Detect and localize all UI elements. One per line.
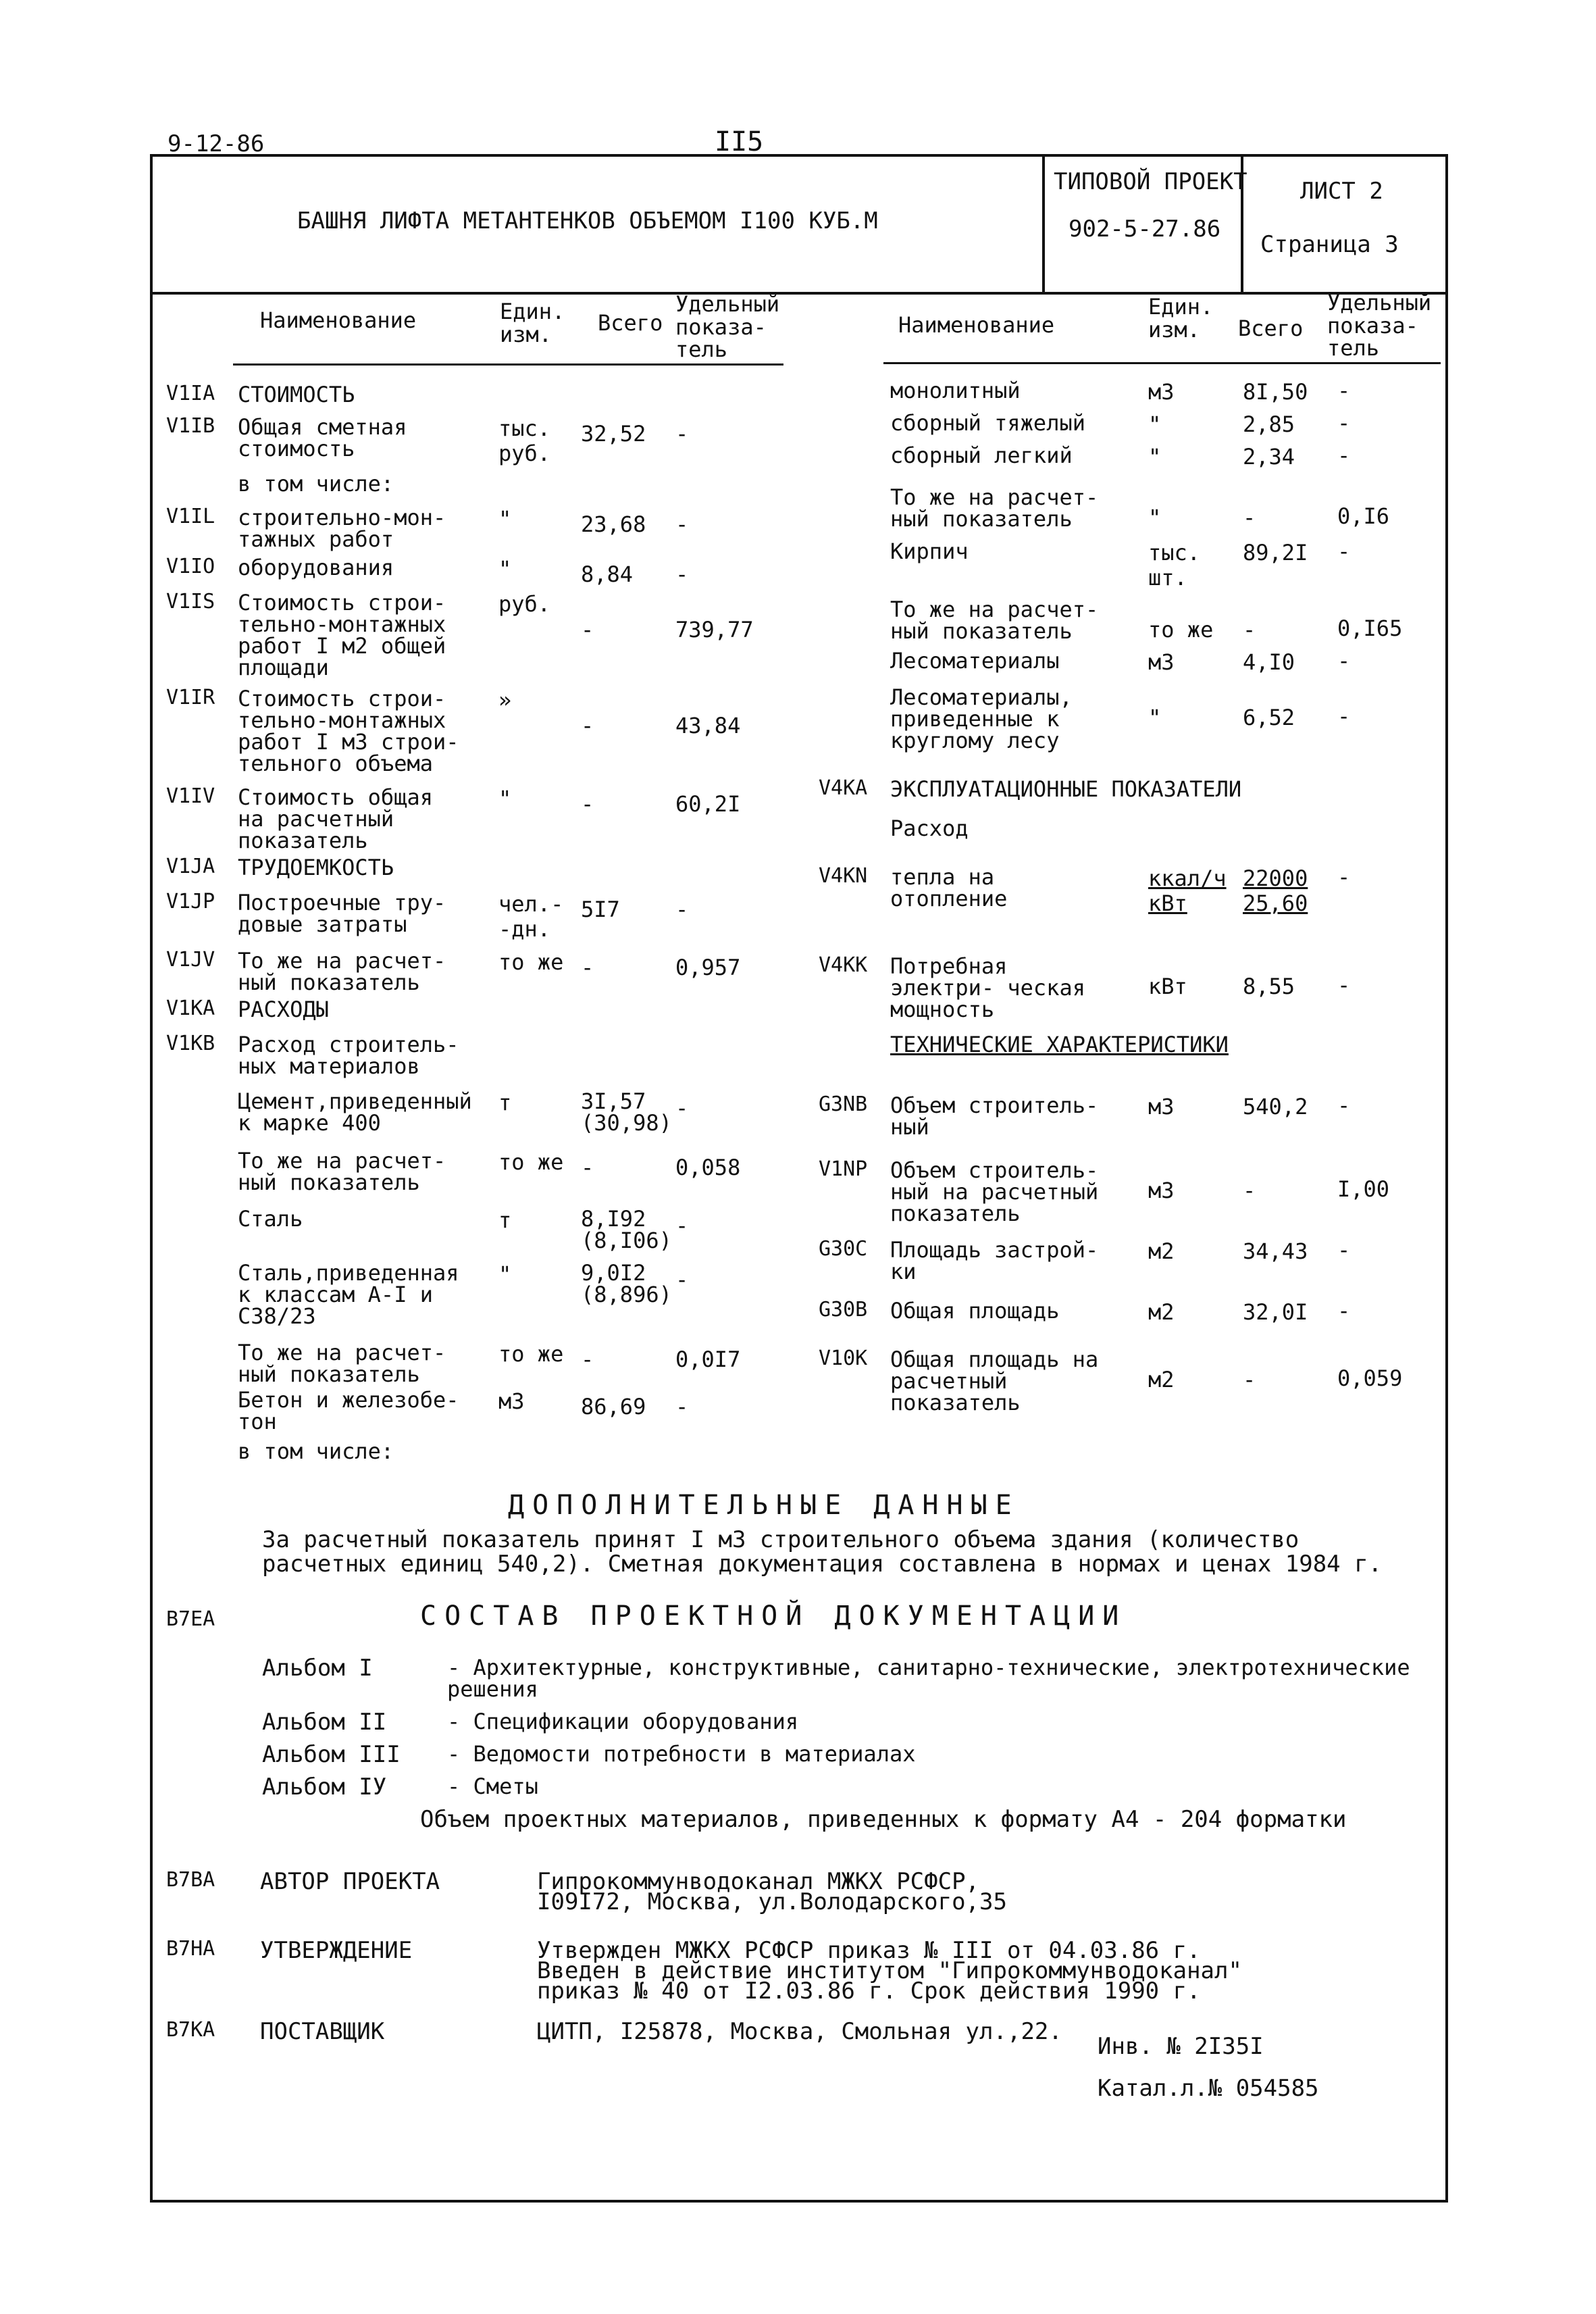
row-spec: - <box>675 421 689 447</box>
row-unit: т <box>498 1090 512 1115</box>
row-name: Стоимость строи- тельно-монтажных работ I м2 общей площади <box>238 590 446 680</box>
row-unit: м2 <box>1148 1238 1175 1264</box>
row-total: - <box>1243 1178 1256 1203</box>
row-name: Построечные тру- довые затраты <box>238 890 446 937</box>
row-spec: 0,957 <box>675 955 741 980</box>
row-name: Бетон и железобе- тон <box>238 1387 459 1434</box>
col-unit-left: Един. изм. <box>500 299 565 347</box>
row-unit: м3 <box>498 1388 525 1414</box>
row-spec: - <box>1337 972 1351 998</box>
row-spec: - <box>675 561 689 587</box>
footer-code: B7BA <box>166 1868 215 1892</box>
row-code: V1NP <box>819 1157 868 1181</box>
row-name: в том числе: <box>238 1438 394 1464</box>
volume-line: Объем проектных материалов, приведенных к формату А4 - 204 форматки <box>420 1806 1347 1833</box>
col-spec-right: Удельный показа- тель <box>1327 290 1432 361</box>
row-total: 8,55 <box>1243 974 1295 999</box>
row-code: G30C <box>819 1237 868 1261</box>
row-unit: " <box>1148 411 1162 437</box>
additional-text: За расчетный показатель принят I м3 строительного объема здания (количество расчетных единиц 540,2). Сметная документация составлена в нормах и ценах 1984 г. <box>262 1526 1383 1578</box>
row-total: 8,I92 (8,I06) <box>581 1206 672 1253</box>
row-name: Объем строитель- ный на расчетный показатель <box>890 1157 1099 1226</box>
row-total: 89,2I <box>1243 540 1308 565</box>
row-spec: I,00 <box>1337 1176 1390 1202</box>
footer-label: ПОСТАВЩИК <box>260 2018 385 2045</box>
row-code: V4KK <box>819 953 868 977</box>
row-code: V1IS <box>166 590 215 613</box>
inventory-number: Инв. № 2I35I <box>1098 2033 1264 2060</box>
row-total: 32,52 <box>581 421 646 447</box>
row-unit: руб. <box>498 591 551 617</box>
row-name: То же на расчет- ный показатель <box>238 1148 446 1195</box>
composition-code: B7EA <box>166 1607 215 1631</box>
row-name: То же на расчет- ный показатель <box>238 1340 446 1387</box>
row-spec: 0,0I7 <box>675 1347 741 1372</box>
row-name: Цемент,приведенный к марке 400 <box>238 1088 472 1136</box>
row-name: монолитный <box>890 378 1021 403</box>
row-total: 8,84 <box>581 561 634 587</box>
row-unit: м2 <box>1148 1299 1175 1325</box>
row-name: Расход строитель- ных материалов <box>238 1032 459 1079</box>
album-name: Альбом II <box>262 1709 387 1736</box>
footer-line: Введен в действие институтом "Гипрокоммунводоканал" <box>537 1957 1242 1984</box>
row-unit: " <box>498 556 512 582</box>
header-sep-3 <box>1445 154 1448 293</box>
row-unit: м3 <box>1148 649 1175 675</box>
row-spec: 0,I65 <box>1337 615 1403 641</box>
row-name: в том числе: <box>238 471 394 497</box>
row-code: V1KB <box>166 1032 215 1055</box>
row-total: 86,69 <box>581 1394 646 1419</box>
row-total: 2,85 <box>1243 411 1295 437</box>
document-title: БАШНЯ ЛИФТА МЕТАНТЕНКОВ ОБЪЕМОМ I100 КУБ.М <box>297 207 878 234</box>
col-spec-left: Удельный показа- тель <box>675 291 780 363</box>
row-spec: - <box>675 511 689 537</box>
row-code: V1IR <box>166 686 215 709</box>
row-spec: - <box>1337 703 1351 729</box>
row-spec: - <box>1337 1298 1351 1324</box>
row-name: То же на расчет- ный показатель <box>890 484 1099 532</box>
row-code: V1IA <box>166 382 215 405</box>
row-code: V1IV <box>166 784 215 808</box>
row-unit: » <box>498 687 512 713</box>
footer-label: АВТОР ПРОЕКТА <box>260 1868 440 1895</box>
row-name: Общая сметная стоимость <box>238 414 407 461</box>
row-unit: то же <box>498 949 564 975</box>
row-name: оборудования <box>238 555 394 580</box>
footer-line: Утвержден МЖКХ РСФСР приказ № III от 04.03.86 г. <box>537 1937 1201 1964</box>
row-unit: то же <box>498 1149 564 1175</box>
row-total: 3I,57 (30,98) <box>581 1088 672 1136</box>
row-spec: - <box>675 1213 689 1238</box>
row-spec: 0,I6 <box>1337 503 1390 529</box>
row-name: РАСХОДЫ <box>238 997 329 1022</box>
catalog-number: Катал.л.№ 054585 <box>1098 2075 1319 2102</box>
row-total: - <box>1243 505 1256 530</box>
row-name: ЭКСПЛУАТАЦИОННЫЕ ПОКАЗАТЕЛИ <box>890 776 1242 802</box>
row-code: V1JP <box>166 890 215 913</box>
row-total: 6,52 <box>1243 705 1295 730</box>
row-unit: то же <box>1148 617 1214 643</box>
row-name: Стоимость общая на расчетный показатель <box>238 784 433 853</box>
row-spec: - <box>675 1267 689 1292</box>
row-total: 4,I0 <box>1243 649 1295 675</box>
row-name: Кирпич <box>890 538 969 564</box>
row-unit: м3 <box>1148 379 1175 405</box>
row-code: V10K <box>819 1347 868 1370</box>
row-spec: - <box>1337 648 1351 674</box>
row-total: 2,34 <box>1243 444 1295 470</box>
col-name-right: Наименование <box>898 312 1055 338</box>
row-total: - <box>1243 617 1256 643</box>
row-spec: - <box>1337 538 1351 564</box>
row-spec: - <box>1337 378 1351 403</box>
col-name-left: Наименование <box>260 307 417 333</box>
row-spec: 739,77 <box>675 617 754 643</box>
row-total: - <box>581 955 594 980</box>
album-name: Альбом IУ <box>262 1774 387 1801</box>
row-total: 23,68 <box>581 511 646 537</box>
row-unit: чел.- -дн. <box>498 891 564 942</box>
row-unit: " <box>1148 444 1162 470</box>
row-name: Общая площадь на расчетный показатель <box>890 1347 1099 1415</box>
row-spec: - <box>675 897 689 922</box>
row-code: V1IB <box>166 414 215 438</box>
project-code: 902-5-27.86 <box>1069 216 1221 243</box>
col-total-right: Всего <box>1238 316 1304 341</box>
row-spec: 60,2I <box>675 791 741 817</box>
row-total: 22000 25,60 <box>1243 865 1308 916</box>
row-spec: - <box>1337 864 1351 890</box>
composition-title: СОСТАВ ПРОЕКТНОЙ ДОКУМЕНТАЦИИ <box>420 1601 1127 1632</box>
row-spec: 43,84 <box>675 713 741 738</box>
row-unit: " <box>1148 505 1162 530</box>
sheet-number: ЛИСТ 2 <box>1300 178 1383 205</box>
row-code: G30B <box>819 1298 868 1322</box>
row-unit: м2 <box>1148 1367 1175 1392</box>
row-unit: " <box>498 1261 512 1287</box>
row-spec: - <box>1337 410 1351 436</box>
row-code: V1IO <box>166 555 215 578</box>
footer-label: УТВЕРЖДЕНИЕ <box>260 1937 413 1964</box>
row-unit: " <box>1148 705 1162 730</box>
album-desc: - Спецификации оборудования <box>447 1709 799 1734</box>
row-code: V1IL <box>166 505 215 528</box>
row-code: V1JA <box>166 855 215 878</box>
row-name: Лесоматериалы <box>890 648 1060 674</box>
footer-line: I09I72, Москва, ул.Володарского,35 <box>537 1888 1007 1915</box>
header-divider <box>150 292 1448 295</box>
row-code: V1JV <box>166 948 215 972</box>
album-desc: - Ведомости потребности в материалах <box>447 1741 916 1767</box>
row-unit: то же <box>498 1341 564 1367</box>
row-code: V4KA <box>819 776 868 800</box>
album-desc: - Архитектурные, конструктивные, санитарно-технические, электротехнические решения <box>447 1655 1410 1702</box>
row-total: 9,0I2 (8,896) <box>581 1260 672 1307</box>
album-name: Альбом III <box>262 1741 401 1768</box>
header-underline-right <box>883 362 1441 364</box>
header-sep-1 <box>1042 154 1045 293</box>
row-name: Объем строитель- ный <box>890 1092 1099 1140</box>
row-total: - <box>581 1155 594 1180</box>
footer-line: приказ № 40 от I2.03.86 г. Срок действия 1990 г. <box>537 1978 1201 2005</box>
row-unit: т <box>498 1207 512 1233</box>
col-unit-right: Един. изм. <box>1148 294 1214 343</box>
row-unit: м3 <box>1148 1094 1175 1120</box>
row-unit: тыс. шт. <box>1148 540 1201 590</box>
row-name: Общая площадь <box>890 1298 1060 1324</box>
row-total: - <box>581 1347 594 1372</box>
row-unit: ккал/ч кВт <box>1148 865 1227 916</box>
row-total: 32,0I <box>1243 1299 1308 1325</box>
row-total: - <box>581 617 594 643</box>
row-name: Потребная электри- ческая мощность <box>890 953 1085 1022</box>
row-total: 5I7 <box>581 897 620 922</box>
row-unit: кВт <box>1148 974 1187 999</box>
row-total: - <box>581 713 594 738</box>
row-name: ТЕХНИЧЕСКИЕ ХАРАКТЕРИСТИКИ <box>890 1032 1229 1057</box>
header-underline-left <box>233 363 783 366</box>
row-code: V4KN <box>819 864 868 888</box>
row-spec: - <box>1337 443 1351 468</box>
row-spec: 0,058 <box>675 1155 741 1180</box>
row-name: сборный легкий <box>890 443 1073 468</box>
album-desc: - Сметы <box>447 1774 538 1799</box>
row-total: 540,2 <box>1243 1094 1308 1120</box>
row-name: Расход <box>890 815 969 841</box>
row-spec: - <box>675 1394 689 1419</box>
row-spec: 0,059 <box>1337 1365 1403 1391</box>
row-name: Сталь <box>238 1206 303 1232</box>
album-name: Альбом I <box>262 1655 373 1682</box>
row-name: Сталь,приведенная к классам А-I и С38/23 <box>238 1260 459 1329</box>
row-name: То же на расчет- ный показатель <box>238 948 446 995</box>
row-unit: м3 <box>1148 1178 1175 1203</box>
row-spec: - <box>675 1095 689 1121</box>
project-label: ТИПОВОЙ ПРОЕКТ <box>1054 168 1247 195</box>
footer-code: B7HA <box>166 1937 215 1961</box>
row-unit: " <box>498 786 512 811</box>
footer-code: B7KA <box>166 2018 215 2042</box>
row-name: сборный тяжелый <box>890 410 1085 436</box>
additional-title: ДОПОЛНИТЕЛЬНЫЕ ДАННЫЕ <box>508 1490 1020 1521</box>
row-unit: тыс. руб. <box>498 416 551 466</box>
row-name: строительно-мон- тажных работ <box>238 505 446 552</box>
row-name: СТОИМОСТЬ <box>238 382 355 407</box>
row-name: ТРУДОЕМКОСТЬ <box>238 855 394 880</box>
row-name: Площадь застрой- ки <box>890 1237 1099 1284</box>
footer-line: ЦИТП, I25878, Москва, Смольная ул.,22. <box>537 2018 1062 2045</box>
row-total: 34,43 <box>1243 1238 1308 1264</box>
col-total-left: Всего <box>598 310 663 336</box>
row-name: То же на расчет- ный показатель <box>890 597 1099 644</box>
row-total: 8I,50 <box>1243 379 1308 405</box>
row-spec: - <box>1337 1092 1351 1118</box>
row-unit: " <box>498 506 512 532</box>
row-code: V1KA <box>166 997 215 1020</box>
row-total: - <box>1243 1367 1256 1392</box>
row-total: - <box>581 791 594 817</box>
row-code: G3NB <box>819 1092 868 1116</box>
row-spec: - <box>1337 1237 1351 1263</box>
page-number: II5 <box>715 126 764 157</box>
page-label: Страница 3 <box>1260 231 1399 258</box>
footer-line: Гипрокоммунводоканал МЖКХ РСФСР, <box>537 1868 980 1895</box>
page-date: 9-12-86 <box>168 130 265 157</box>
row-name: Лесоматериалы, приведенные к круглому лесу <box>890 684 1073 753</box>
row-name: Стоимость строи- тельно-монтажных работ I м3 строи- тельного объема <box>238 686 459 776</box>
row-name: тепла на отопление <box>890 864 1008 911</box>
